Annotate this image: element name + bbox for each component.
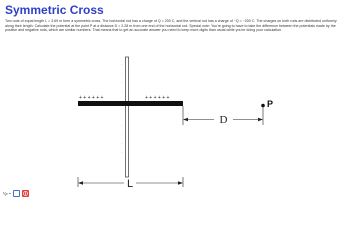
svg-text:-: - — [121, 142, 123, 145]
answer-input[interactable] — [13, 190, 20, 197]
answer-variable-label: Vp = — [3, 190, 12, 196]
svg-text:-: - — [121, 81, 123, 84]
horizontal-rod — [78, 101, 183, 106]
vertical-rod — [126, 57, 129, 177]
label-l: L — [126, 178, 134, 190]
plus-signs-left: + + + + + + — [79, 95, 104, 101]
svg-text:-: - — [121, 72, 123, 75]
minus-signs — [122, 63, 123, 154]
answer-row — [3, 188, 29, 198]
problem-statement: Two rods of equal length L = 3.69 m form a symmetric cross. The horizontal rod has a charge of Q = 200 C, and the vertical rod has a charge of −Q = −200 C. The charges on both rods are distributed uniformly along their length. Calculate the potential at the point P at a distance D = 2.28 m from one end of the horizontal rod. Special note: You're going to have to take the difference between the potentials made by the positive and negative rods, which are similar numbers. That means that to get an accurate answer you need to keep more digits than usual while you're doing your calculation. — [5, 19, 337, 33]
label-d: D — [219, 114, 228, 126]
point-p — [261, 104, 265, 108]
unit-toggle-icon — [22, 190, 29, 197]
plus-signs-right: + + + + + + — [145, 95, 170, 101]
svg-text:-: - — [121, 133, 123, 136]
label-p: P — [267, 99, 274, 109]
page-title: Symmetric Cross — [5, 3, 104, 17]
svg-text:-: - — [121, 63, 123, 66]
svg-text:-: - — [121, 90, 123, 93]
unit-toggle-button[interactable] — [22, 190, 29, 197]
svg-text:-: - — [121, 151, 123, 154]
svg-text:-: - — [121, 124, 123, 127]
